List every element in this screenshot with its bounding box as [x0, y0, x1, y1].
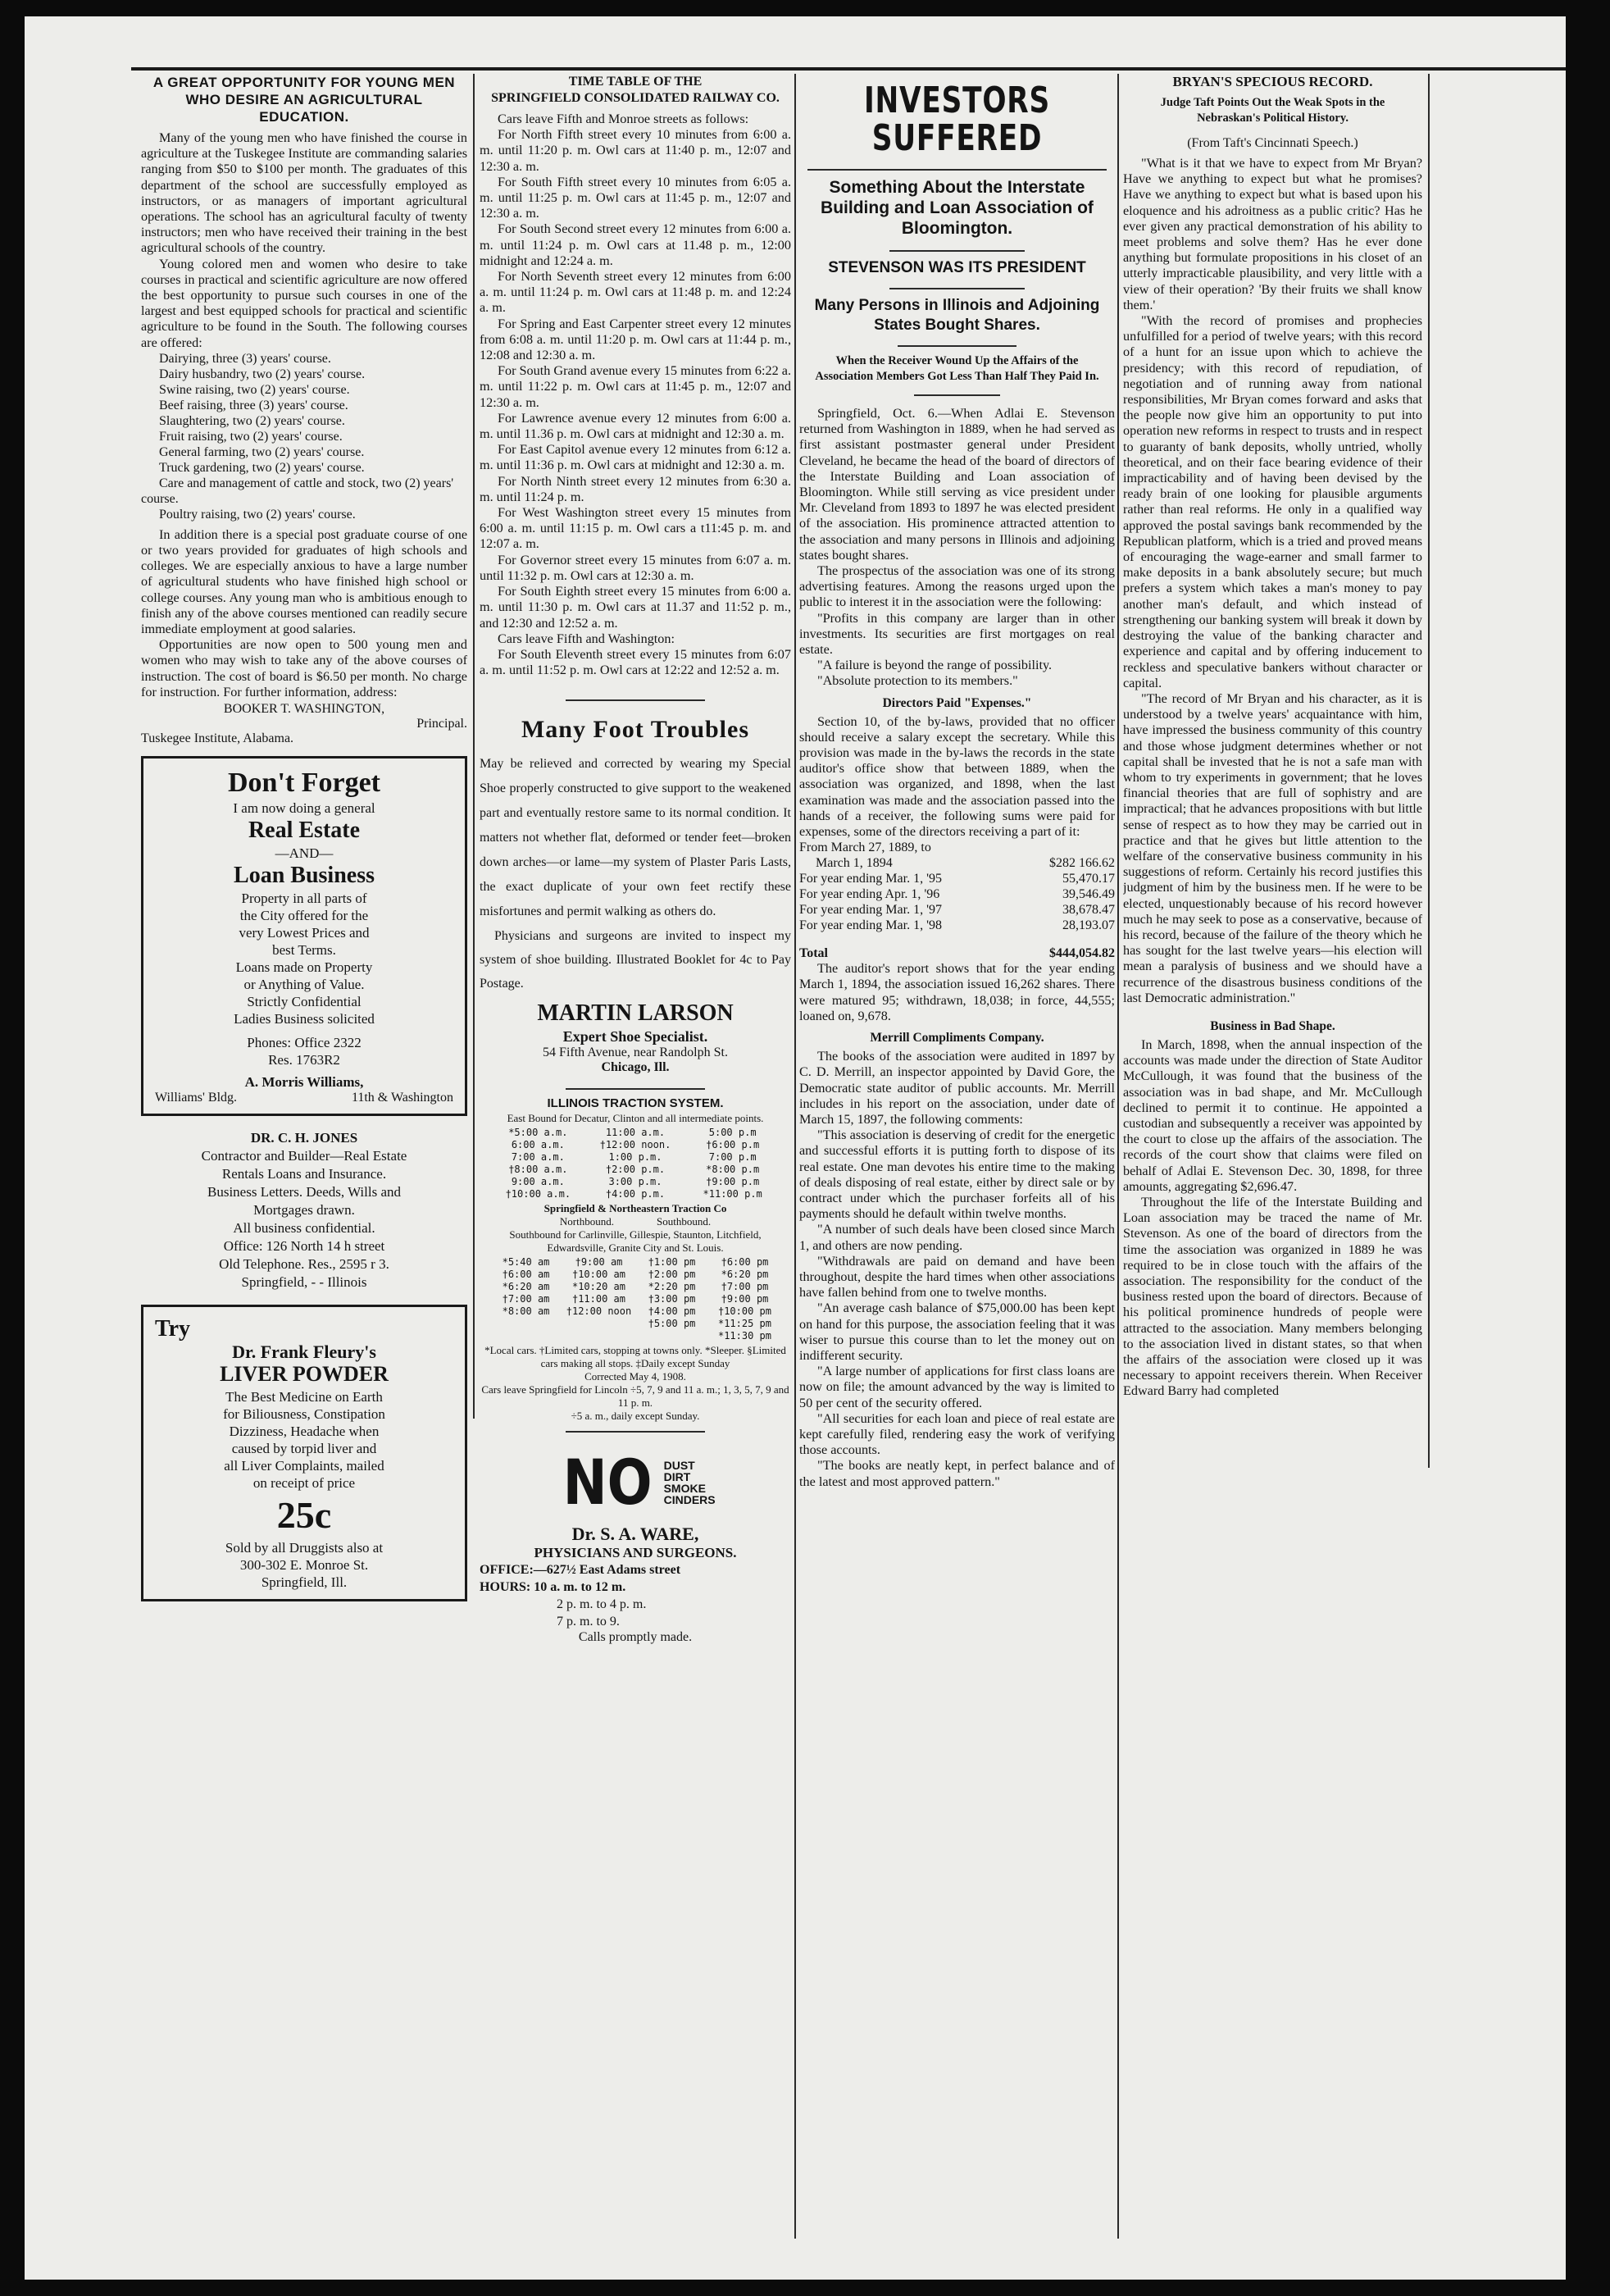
- ad-line: The Best Medicine on Earth: [225, 1389, 383, 1405]
- article-para: Springfield, Oct. 6.—When Adlai E. Stevenson returned from Washington in 1889, when he had served as first assistant postmaster general under President Cleveland, he became the head of the board of directors of the Interstate Building and Loan association of Bloomington. While still serving as vice president under Mr. Cleveland from 1893 to 1897 he was elected president of the association. His prominence attracted attention to the association and many persons in Illinois and adjoining states bought shares.: [799, 406, 1115, 563]
- article-para: "The books are neatly kept, in perfect balance and of the latest and most approved pattern.": [799, 1458, 1115, 1489]
- section-heading: Directors Paid "Expenses.": [882, 695, 1032, 710]
- schedule-time: †10:00 pm: [717, 1305, 772, 1318]
- schedule-time: †6:00 am: [502, 1269, 550, 1281]
- ad-product: LIVER POWDER: [220, 1362, 389, 1387]
- payment-row: [799, 871, 1115, 886]
- no-word: NO: [562, 1446, 653, 1519]
- column-rule: [794, 74, 796, 2239]
- schedule-time: *5:40 am: [502, 1256, 550, 1269]
- schedule-time: †3:00 pm: [648, 1293, 696, 1305]
- no-list-item: DIRT: [663, 1469, 691, 1483]
- jones-contractor-ad: [141, 1126, 467, 1295]
- timetable-para: Cars leave Fifth and Washington:: [498, 631, 675, 646]
- schedule-time: 3:00 p.m.: [608, 1176, 662, 1188]
- ad-line: on receipt of price: [252, 1475, 356, 1492]
- tuskegee-para-2: Young colored men and women who desire to take courses in practical and scientific agriculture are now offered the best opportunity to pursue such courses in one of the largest and best equipped schools for practical and scientific agriculture to be found in the South. The following courses are offered:: [141, 256, 467, 350]
- tuskegee-para-3: In addition there is a special post graduate course of one or two years provided for graduates of high schools and colleges. We are especially anxious to have a large number of agricultural students who have finished high school or college courses. Any young man who is ambitious enough to finish any of the above courses mentioned can readily secure immediate employment at good salaries.: [141, 526, 467, 637]
- article-para: "A number of such deals have been closed since March 1, and others are now pending.: [799, 1222, 1115, 1253]
- ad-line: for Biliousness, Constipation: [223, 1406, 385, 1423]
- column-rule: [473, 74, 475, 1419]
- schedule-time: [489, 1318, 562, 1330]
- course-item: General farming, two (2) years' course.: [159, 444, 365, 459]
- ad-line: All business confidential.: [233, 1220, 375, 1237]
- ware-subtitle: PHYSICIANS AND SURGEONS.: [534, 1545, 737, 1561]
- investors-headline: INVESTORS SUFFERED: [864, 80, 1050, 159]
- no-list: [664, 1460, 716, 1506]
- ad-line: Springfield, - - Illinois: [241, 1274, 367, 1291]
- williams-real-estate-ad: [141, 756, 467, 1116]
- article-para: The prospectus of the association was one of its strong advertising features. Among the reasons urged upon the public to interest it in the association were the following:: [799, 563, 1115, 610]
- timetable-para: For South Second street every 12 minutes from 6:00 a. m. until 11:24 p. m. Owl cars at 11.48 p. m., 12:00 midnight and 12:24 a. m.: [480, 221, 791, 268]
- schedule-note: Corrected May 4, 1908.: [584, 1370, 686, 1383]
- course-item: Dairying, three (3) years' course.: [159, 351, 331, 366]
- payment-amount: 28,193.07: [1062, 918, 1115, 933]
- ad-line: Loan Business: [234, 863, 375, 889]
- ad-line: Dizziness, Headache when: [229, 1424, 380, 1440]
- payment-amount: 38,678.47: [1062, 903, 1115, 918]
- schedule-time: †4:00 p.m.: [605, 1188, 666, 1200]
- schedule-time: †9:00 am: [575, 1256, 623, 1269]
- divider: [566, 1431, 705, 1433]
- timetable-para: For Lawrence avenue every 12 minutes from 6:00 a. m. until 11.36 p. m. Owl cars at midnight and 12:30 a. m.: [480, 410, 791, 442]
- article-para: "The record of Mr Bryan and his character, as it is understood by a twelve years' acquaintance with him, have impressed the business community of this country and those whose judgment determines whether or not capital shall be invested that he is not a safe man with whom to try experiments in government; that he loves financial theories that are full of sophistry and are impractical; that he advances propositions with but little sense of respect as to how they may be carried out in practice and that he gives but little attention to the welfare of the conservative business community in his suggestions of reform. Certainly his record justifies this judgment of him by the business men. If he were to be elected, unquestionably because of his record however much he may seek to pose as a conservative, because of his record, because of the failure of the theory which he has sought for the last twelve years—his election will mean a paralysis of business and we should have a recurrence of the disastrous business conditions of the last Democratic administration.": [1123, 690, 1422, 1005]
- schedule-note: ÷5 a. m., daily except Sunday.: [571, 1410, 700, 1423]
- schedule-time: †1:00 pm: [648, 1256, 696, 1269]
- payment-row: [799, 918, 1115, 933]
- total-label: Total: [799, 946, 828, 961]
- ad-line: —AND—: [275, 845, 334, 862]
- ad-line: Office: 126 North 14 h street: [223, 1238, 385, 1255]
- ad-line: very Lowest Prices and: [239, 925, 370, 941]
- ad-line: all Liver Complaints, mailed: [224, 1458, 384, 1474]
- ware-office: OFFICE:—627½ East Adams street: [480, 1563, 681, 1578]
- ad-headline: Don't Forget: [227, 768, 380, 799]
- article-para: "A large number of applications for first class loans are now on file; the amount advanced by the way is limited to 50 per cent of the security offered.: [799, 1364, 1115, 1410]
- schedule-time: [562, 1330, 635, 1342]
- payment-total: [799, 946, 1115, 961]
- timetable-headline-line: TIME TABLE OF THE: [568, 75, 703, 89]
- ad-line: Loans made on Property: [235, 959, 373, 976]
- payment-label: For year ending Mar. 1, '95: [799, 872, 942, 886]
- ne-title: Springfield & Northeastern Traction Co: [543, 1202, 727, 1215]
- foot-ad-body: May be relieved and corrected by wearing my Special Shoe properly constructed to give support to the weakened part and eventually restore same to its normal condition. It matters not whether flat, deformed or tender feet—broken down arches—or lame—my system of Plaster Paris Lasts, the exact duplicate of your own feet rectify these misfortunes and permit walking as others do.: [480, 757, 791, 919]
- ware-hours: HOURS: 10 a. m. to 12 m.: [480, 1580, 626, 1595]
- article-para: In March, 1898, when the annual inspection of the accounts was made under the direction of State Auditor McCullough, it was found that the business of the association was in bad shape, and Mr. McCullough declined to permit it to continue. He appointed a custodian and subsequently a receiver was appointed by the court to close up the affairs of the association. The records of the court show that claims were filed on behalf of Adlai E. Stevenson Dec. 30, 1898, for three amounts, aggregating $2,696.47.: [1123, 1036, 1422, 1194]
- course-item: Slaughtering, two (2) years' course.: [159, 413, 345, 428]
- ad-address: [155, 1091, 453, 1105]
- investors-subhead: When the Receiver Wound Up the Affairs of the Association Members Got Less Than Half They Paid In.: [815, 354, 1099, 383]
- article-para: "An average cash balance of $75,000.00 has been kept on hand for this purpose, the association feeling that it was wiser to pursue this course than to let the money out on indifferent security.: [799, 1301, 1115, 1363]
- course-item: Dairy husbandry, two (2) years' course.: [159, 367, 366, 381]
- article-para: "Withdrawals are paid on demand and have been throughout, despite the hard times when other associations have fallen behind from one to twelve months.: [799, 1253, 1115, 1301]
- schedule-time: *11:25 pm: [717, 1318, 772, 1330]
- no-list-item: SMOKE: [663, 1481, 706, 1495]
- timetable-para: For East Capitol avenue every 12 minutes from 6:12 a. m. until 11:36 p. m. Owl cars at midnight and 12:30 a. m.: [480, 442, 791, 473]
- schedule-time: †9:00 pm: [721, 1293, 769, 1305]
- schedule-note: *Local cars. †Limited cars, stopping at towns only. *Sleeper. §Limited cars making all stops. ‡Daily except Sunday: [484, 1344, 786, 1370]
- ne-directions: Northbound. Southbound.: [559, 1215, 712, 1228]
- investors-subhead: Many Persons in Illinois and Adjoining States Bought Shares.: [814, 297, 1100, 334]
- investors-subhead: STEVENSON WAS ITS PRESIDENT: [828, 259, 1086, 276]
- ne-schedule: [489, 1256, 781, 1342]
- payment-label: From March 27, 1889, to: [799, 840, 931, 855]
- schedule-time: †11:00 am: [571, 1293, 626, 1305]
- ad-line: Old Telephone. Res., 2595 r 3.: [219, 1256, 389, 1273]
- article-para: Section 10, of the by-laws, provided that no officer should receive a salary except the secretary. While this provision was made in the by-laws the records in the state auditor's office show that between 1889, when the association was organized, and 1898, when the last examination was made and the association passed into the hands of a receiver, the following sums were paid for expenses, some of the directors receiving a part of it:: [799, 713, 1115, 840]
- timetable-para: For South Eighth street every 15 minutes from 6:00 a. m. until 11:30 p. m. Owl cars at 11.37 and 11:52 p. m., and 12:30 and 12:52 a. m.: [480, 584, 791, 631]
- timetable-para: For Spring and East Carpenter street every 12 minutes from 6:08 a. m. until 11:20 p. m. Owl cars at 11:44 p. m., 12:08 and 12:30 a. m.: [480, 316, 791, 363]
- schedule-time: †2:00 p.m.: [605, 1164, 666, 1176]
- ad-line: Springfield, Ill.: [261, 1574, 348, 1591]
- schedule-time: *11:00 p.m: [703, 1188, 762, 1200]
- schedule-time: *2:20 pm: [648, 1281, 696, 1293]
- ad-line: Strictly Confidential: [247, 994, 362, 1010]
- payment-row: [799, 902, 1115, 918]
- payment-amount: 55,470.17: [1062, 872, 1115, 886]
- course-item: Truck gardening, two (2) years' course.: [159, 460, 365, 475]
- tuskegee-headline: A GREAT OPPORTUNITY FOR YOUNG MEN WHO DESIRE AN AGRICULTURAL EDUCATION.: [152, 75, 456, 125]
- ad-bldg: Williams' Bldg.: [155, 1091, 238, 1105]
- ware-hours: 7 p. m. to 9.: [557, 1615, 620, 1629]
- payment-label: March 1, 1894: [816, 856, 893, 871]
- payment-row: [799, 886, 1115, 902]
- timetable-para: For West Washington street every 15 minutes from 6:00 a. m. until 11:15 p. m. Owl cars a t11:45 p. m. and 12:07 a. m.: [480, 505, 791, 552]
- schedule-note: Cars leave Springfield for Lincoln ÷5, 7, 9 and 11 a. m.; 1, 3, 5, 7, 9 and 11 p. m.: [481, 1383, 789, 1410]
- timetable-para: For North Fifth street every 10 minutes from 6:00 a. m. until 11:20 p. m. Owl cars at 11:40 p. m., 12:07 and 12:30 a. m.: [480, 127, 791, 174]
- no-list-item: DUST: [663, 1458, 695, 1472]
- schedule-time: [635, 1330, 708, 1342]
- ad-line: Rentals Loans and Insurance.: [221, 1166, 387, 1182]
- ne-subtitle: Southbound for Carlinville, Gillespie, Staunton, Litchfield, Edwardsville, Granite City and St. Louis.: [509, 1228, 762, 1255]
- schedule-time: †7:00 pm: [721, 1281, 769, 1293]
- schedule-time: [489, 1330, 562, 1342]
- article-para: "Profits in this company are larger than in other investments. Its securities are first mortgages on real estate.: [799, 610, 1115, 658]
- schedule-time: †6:00 pm: [721, 1256, 769, 1269]
- column-rule: [1428, 74, 1430, 1468]
- timetable-headline: [480, 74, 791, 107]
- ware-calls: Calls promptly made.: [578, 1630, 693, 1645]
- timetable-para: For North Ninth street every 12 minutes from 6:30 a. m. until 11:24 p. m.: [480, 473, 791, 504]
- investors-subhead: Something About the Interstate Building and Loan Association of Bloomington.: [821, 178, 1094, 238]
- ad-line: or Anything of Value.: [243, 977, 365, 993]
- schedule-time: 7:00 p.m: [708, 1151, 757, 1164]
- schedule-time: 11:00 a.m.: [605, 1127, 666, 1139]
- schedule-time: †10:00 am: [571, 1269, 626, 1281]
- timetable-headline-line: SPRINGFIELD CONSOLIDATED RAILWAY CO.: [491, 91, 780, 105]
- schedule-time: †4:00 pm: [648, 1305, 696, 1318]
- bryan-source: (From Taft's Cincinnati Speech.): [1187, 136, 1358, 150]
- schedule-time: 5:00 p.m: [708, 1127, 757, 1139]
- schedule-time: *8:00 p.m: [706, 1164, 760, 1176]
- ad-line: Contractor and Builder—Real Estate: [201, 1148, 407, 1164]
- column-3: [799, 74, 1115, 2255]
- schedule-time: *5:00 a.m.: [508, 1127, 568, 1139]
- schedule-time: 1:00 p.m.: [608, 1151, 662, 1164]
- ad-name: DR. C. H. JONES: [250, 1130, 358, 1146]
- schedule-time: 9:00 a.m.: [511, 1176, 565, 1188]
- payment-label: For year ending Apr. 1, '96: [799, 887, 940, 902]
- schedule-time: †9:00 p.m: [706, 1176, 760, 1188]
- column-1: [141, 74, 467, 2247]
- schedule-time: †7:00 am: [502, 1293, 550, 1305]
- ad-line: 300-302 E. Monroe St.: [239, 1557, 369, 1574]
- ad-line: Try: [155, 1316, 191, 1342]
- tuskegee-para-4: Opportunities are now open to 500 young men and women who may wish to take any of the above courses of instruction. The cost of board is $6.50 per month. No charge for instruction. For further information, address:: [141, 637, 467, 699]
- divider: [566, 1088, 705, 1090]
- article-para: The auditor's report shows that for the year ending March 1, 1894, the association issued 16,262 shares. There were matured 95; withdrawn, 18,038; in force, 44,555; loaned on, 9,678.: [799, 961, 1115, 1023]
- larson-title: Expert Shoe Specialist.: [562, 1028, 708, 1046]
- schedule-time: [562, 1318, 635, 1330]
- foot-ad-body: Physicians and surgeons are invited to inspect my system of shoe building. Illustrated Booklet for 4c to Pay Postage.: [480, 929, 791, 991]
- bryan-subhead: Judge Taft Points Out the Weak Spots in the Nebraskan's Political History.: [1160, 96, 1385, 125]
- no-list-item: CINDERS: [663, 1492, 716, 1506]
- signer-name: BOOKER T. WASHINGTON,: [223, 702, 385, 717]
- schedule-time: *8:00 am: [502, 1305, 550, 1318]
- column-rule: [1117, 74, 1119, 2239]
- article-para: "With the record of promises and prophecies unfulfilled for a period of twelve years; with this record of a hunt for an issue upon which to achieve the presidency; with this record of repudiation, of negotiation and of running away from national responsibilities, Mr Bryan comes forward and asks that the people now give him an opportunity to put into operation new reforms in respect to trusts and in respect to guaranty of bank deposits, wholly untried, wholly theoretical, and on their face bearing evidence of their impracticability and of having been devised by the ready brain of one looking for plausible arguments rather than real reforms. He only in a qualified way approved the postal savings bank recommended by the Republican platform, which is a tried and proved means of encouraging the wage-earner and small farmer to make deposits in a bank absolutely secure; but much prefers a system which takes a man's money to pay another man's default, and which instead of strengthening our banking system will break it down by destroying the value of the banking character and experience and capital and by offering inducement to reckless and speculative bankers without character or capital.: [1123, 313, 1422, 690]
- payment-label: For year ending Mar. 1, '97: [799, 903, 942, 918]
- article-para: Throughout the life of the Interstate Building and Loan association may be traced the name of Mr. Stevenson. As one of the board of directors from the time the association was organized in 1889 he was required to be in close touch with the affairs of the association. The responsibility for the conduct of the business rested upon the board of directors. Because of his political prominence hundreds of people were attracted to the association. Many members belonging to the association lived in distant states, so that when the affairs of the association were closed up it was necessary to appoint receivers therein. When Receiver Edward Barry had completed: [1123, 1195, 1422, 1399]
- timetable-para: For South Fifth street every 10 minutes from 6:05 a. m. until 11:25 p. m. Owl cars at 11:45 p. m., 12:07 and 12:30 a. m.: [480, 174, 791, 221]
- timetable-para: For South Grand avenue every 15 minutes from 6:22 a. m. until 11:22 p. m. Owl cars at 11:45 p. m., 12:07 and 12:30 a. m.: [480, 363, 791, 410]
- signer-place: Tuskegee Institute, Alabama.: [141, 731, 294, 746]
- ad-price: 25c: [276, 1494, 332, 1537]
- schedule-time: †12:00 noon: [566, 1305, 632, 1318]
- schedule-time: †6:00 p.m: [706, 1139, 760, 1151]
- schedule-time: †5:00 pm: [648, 1318, 696, 1330]
- fleury-liver-powder-ad: [141, 1305, 467, 1601]
- ad-name: A. Morris Williams,: [244, 1074, 364, 1091]
- east-schedule: [489, 1127, 781, 1200]
- larson-name: MARTIN LARSON: [537, 1000, 734, 1027]
- ad-name: Dr. Frank Fleury's: [232, 1342, 376, 1363]
- schedule-time: *6:20 am: [502, 1281, 550, 1293]
- article-para: "All securities for each loan and piece of real estate are kept carefully filed, rendering easy the work of verifying those accounts.: [799, 1410, 1115, 1458]
- bryan-headline: BRYAN'S SPECIOUS RECORD.: [1172, 74, 1373, 89]
- tuskegee-para-1: Many of the young men who have finished the course in agriculture at the Tuskegee Institute are commanding salaries ranging from $50 to $100 per month. The graduates of this department of the school are successfully employed as instructors, or as managers of important agricultural operations. The school has an agricultural faculty of twenty instructors; men who have received their training in the best agricultural schools of the country.: [141, 130, 467, 256]
- newspaper-page: [25, 16, 1566, 2280]
- payment-row: [799, 840, 1115, 855]
- traction-title: ILLINOIS TRACTION SYSTEM.: [547, 1096, 724, 1111]
- total-amount: $444,054.82: [1049, 946, 1115, 961]
- divider: [566, 699, 705, 701]
- ad-corner: 11th & Washington: [351, 1091, 453, 1105]
- article-para: "This association is deserving of credit for the energetic and successful efforts it is putting forth to dispose of its real estate. One man devotes his entire time to the making of deals disposing of real estate, either by direct sale or by contract under which the purchaser forfeits all of his payments should he default within twelve months.: [799, 1128, 1115, 1222]
- schedule-time: †8:00 a.m.: [508, 1164, 568, 1176]
- ware-hours: 2 p. m. to 4 p. m.: [557, 1597, 647, 1612]
- course-item: Care and management of cattle and stock, two (2) years' course.: [141, 476, 454, 506]
- no-dust-ad: [480, 1446, 791, 1519]
- ad-line: the City offered for the: [239, 908, 369, 924]
- schedule-time: †2:00 pm: [648, 1269, 696, 1281]
- ad-line: Mortgages drawn.: [253, 1202, 355, 1219]
- divider: [914, 394, 1000, 396]
- ad-phone: Phones: Office 2322: [247, 1035, 362, 1051]
- schedule-time: *11:30 pm: [717, 1330, 772, 1342]
- ad-line: Business Letters. Deeds, Wills and: [207, 1184, 402, 1200]
- payment-amount: 39,546.49: [1062, 887, 1115, 902]
- traction-subtitle: East Bound for Decatur, Clinton and all intermediate points.: [507, 1112, 764, 1125]
- schedule-time: †12:00 noon.: [599, 1139, 671, 1151]
- timetable-para: For South Eleventh street every 15 minutes from 6:07 a. m. until 11:52 p. m. Owl cars at 12:22 and 12:52 a. m.: [480, 646, 791, 678]
- ad-line: I am now doing a general: [233, 800, 375, 817]
- timetable-para: For Governor street every 15 minutes from 6:07 a. m. until 11:32 p. m. Owl cars at 12:30 a. m.: [480, 552, 791, 583]
- ad-phone: Res. 1763R2: [268, 1052, 340, 1068]
- top-rule: [131, 67, 1566, 71]
- timetable-para: Cars leave Fifth and Monroe streets as follows:: [498, 112, 749, 126]
- divider: [807, 169, 1107, 171]
- ad-line: Ladies Business solicited: [234, 1011, 375, 1027]
- schedule-time: †10:00 a.m.: [505, 1188, 571, 1200]
- ad-line: Real Estate: [248, 818, 361, 844]
- column-4: [1123, 74, 1422, 2222]
- payment-amount: $282 166.62: [1049, 856, 1115, 871]
- course-item: Beef raising, three (3) years' course.: [159, 398, 348, 412]
- article-para: The books of the association were audited in 1897 by C. D. Merrill, an inspector appointed by David Gore, the Democratic state auditor of public accounts. Mr. Merrill includes in his report on the association, under date of March 15, 1897, the following comments:: [799, 1049, 1115, 1127]
- article-para: "A failure is beyond the range of possibility.: [817, 658, 1053, 673]
- schedule-time: *6:20 pm: [721, 1269, 769, 1281]
- ad-line: Sold by all Druggists also at: [225, 1540, 384, 1556]
- divider: [889, 250, 1025, 252]
- timetable-para: For North Seventh street every 12 minutes from 6:00 a. m. until 11:24 p. m. Owl cars at 11:48 p. m. and 12:24 a. m.: [480, 269, 791, 316]
- article-para: "Absolute protection to its members.": [817, 673, 1018, 689]
- larson-address: 54 Fifth Avenue, near Randolph St.: [543, 1046, 728, 1060]
- ad-line: Property in all parts of: [241, 891, 367, 907]
- course-item: Swine raising, two (2) years' course.: [159, 382, 350, 397]
- section-heading: Merrill Compliments Company.: [870, 1031, 1044, 1046]
- divider: [898, 345, 1016, 347]
- column-2: [480, 74, 791, 2230]
- schedule-time: 7:00 a.m.: [511, 1151, 565, 1164]
- payment-row: [799, 855, 1115, 871]
- ad-line: caused by torpid liver and: [231, 1441, 377, 1457]
- schedule-time: *10:20 am: [571, 1281, 626, 1293]
- larson-city: Chicago, Ill.: [601, 1060, 670, 1075]
- ware-name: Dr. S. A. WARE,: [571, 1524, 699, 1545]
- divider: [889, 288, 1025, 289]
- payment-label: For year ending Mar. 1, '98: [799, 918, 942, 933]
- course-item: Fruit raising, two (2) years' course.: [159, 429, 343, 444]
- signer-title: Principal.: [416, 717, 467, 731]
- ad-line: best Terms.: [272, 942, 336, 959]
- section-heading: Business in Bad Shape.: [1210, 1018, 1335, 1033]
- schedule-time: 6:00 a.m.: [511, 1139, 565, 1151]
- article-para: "What is it that we have to expect from Mr Bryan? Have we anything to expect but what he promises? Have we anything to expect but what is based upon his eloquence and his adroitness as a public critic? Has he ever given any practical demonstration of his ability to meet problems and solve them? Has he ever done anything but formulate propositions in his closet of an utterly impracticable plausibility, and very little with a view of their operation? 'By their fruits we shall know them.': [1123, 156, 1422, 312]
- course-item: Poultry raising, two (2) years' course.: [159, 507, 356, 522]
- foot-ad-title: Many Foot Troubles: [521, 716, 750, 744]
